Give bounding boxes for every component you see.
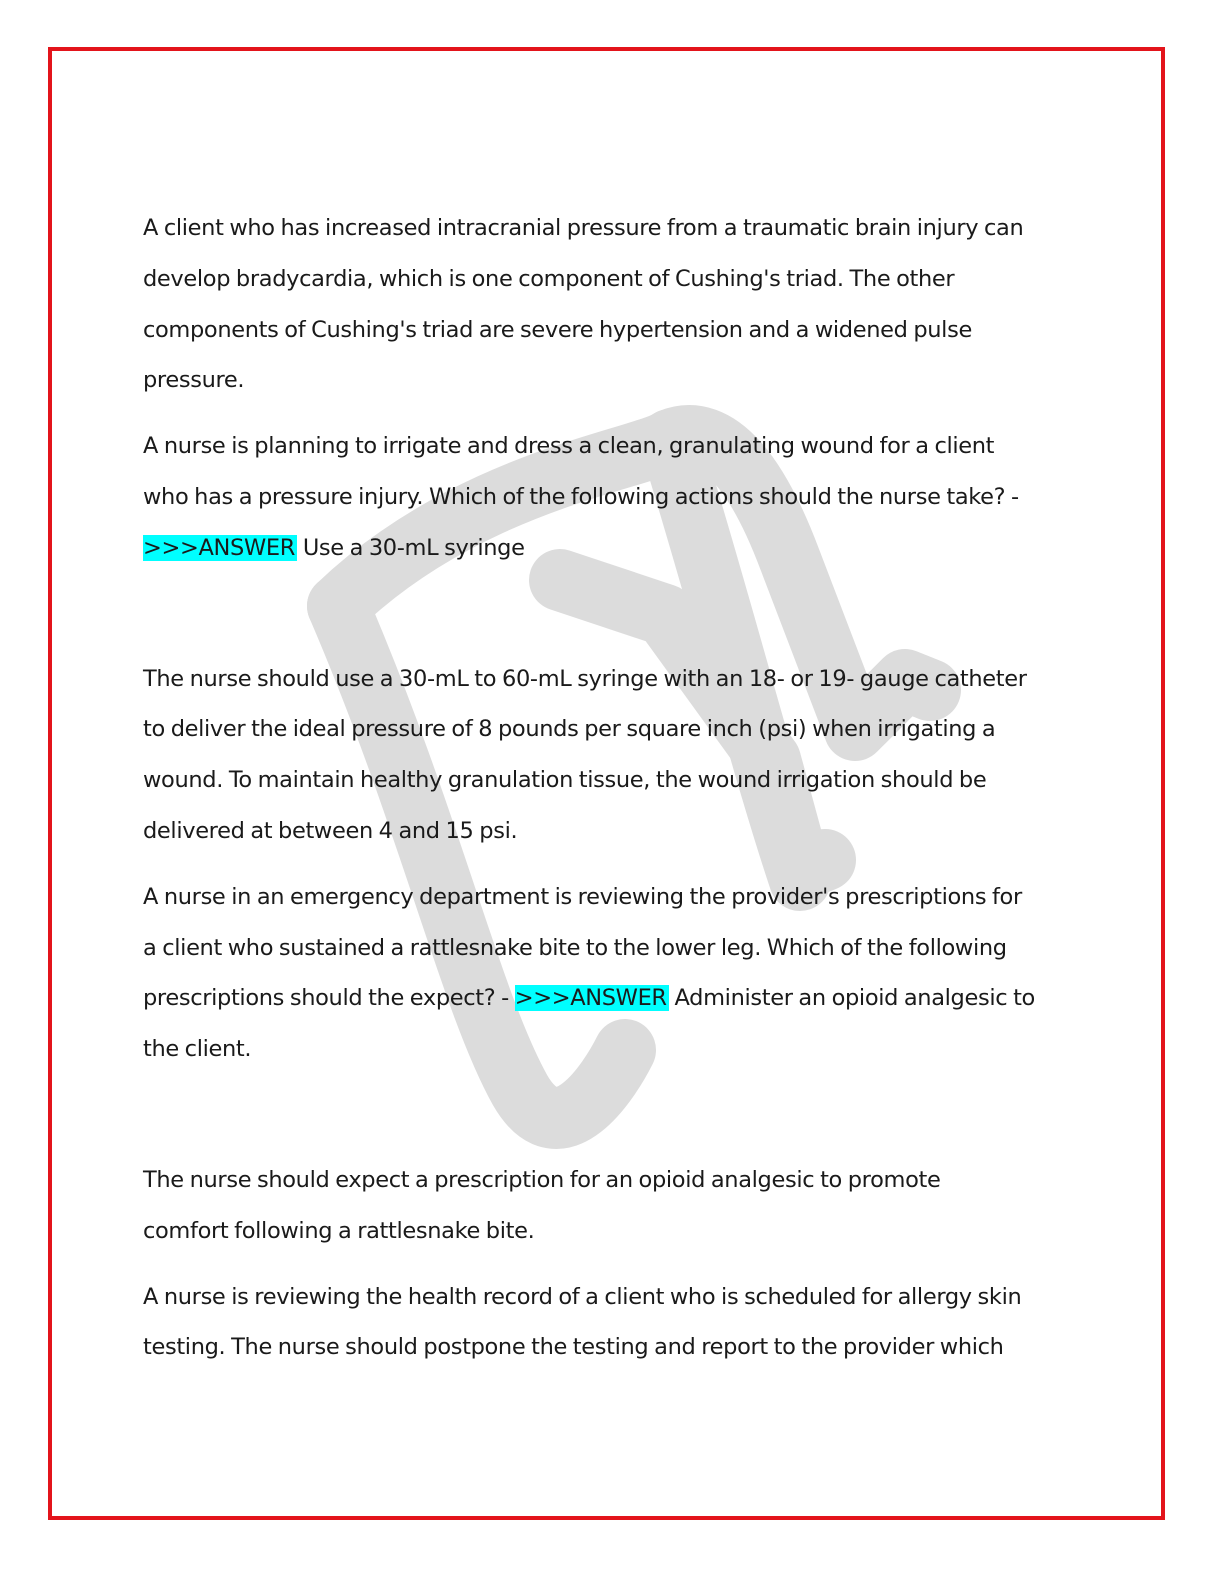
text-line: to deliver the ideal pressure of 8 pounds per square inch (psi) when irrigating a bbox=[143, 716, 996, 743]
text-line: pressure. bbox=[143, 367, 245, 394]
rationale-1 bbox=[143, 654, 1083, 857]
text-line: The nurse should expect a prescription for an opioid analgesic to promote bbox=[143, 1166, 941, 1193]
text-line: delivered at between 4 and 15 psi. bbox=[143, 817, 518, 844]
text-line: A nurse is reviewing the health record of a client who is scheduled for allergy skin bbox=[143, 1283, 1022, 1310]
text-line: testing. The nurse should postpone the testing and report to the provider which bbox=[143, 1334, 1004, 1361]
answer-marker-highlight: >>>ANSWER bbox=[514, 985, 667, 1012]
question-3 bbox=[143, 1272, 1083, 1374]
text-line: The nurse should use a 30-mL to 60-mL syringe with an 18- or 19- gauge catheter bbox=[143, 665, 1027, 692]
question-1 bbox=[143, 421, 1083, 573]
rationale-2 bbox=[143, 1155, 1083, 1257]
text-line: comfort following a rattlesnake bite. bbox=[143, 1217, 535, 1244]
answer-text: Use a 30-mL syringe bbox=[297, 534, 525, 561]
document-body bbox=[143, 203, 1083, 1373]
answer-text: Administer an opioid analgesic to bbox=[668, 985, 1035, 1012]
text-line: components of Cushing's triad are severe hypertension and a widened pulse bbox=[143, 316, 972, 343]
text-line: wound. To maintain healthy granulation tissue, the wound irrigation should be bbox=[143, 767, 987, 794]
text-line: the client. bbox=[143, 1036, 252, 1063]
text-line: who has a pressure injury. Which of the following actions should the nurse take? - bbox=[143, 483, 1019, 510]
text-line: A nurse in an emergency department is reviewing the provider's prescriptions for bbox=[143, 883, 1022, 910]
question-2 bbox=[143, 872, 1083, 1075]
text-line: A client who has increased intracranial pressure from a traumatic brain injury can bbox=[143, 215, 1024, 241]
text-line: develop bradycardia, which is one component of Cushing's triad. The other bbox=[143, 265, 955, 292]
answer-line bbox=[143, 973, 1083, 1024]
text-line: A nurse is planning to irrigate and dress a clean, granulating wound for a client bbox=[143, 433, 995, 460]
answer-prefix: prescriptions should the expect? - bbox=[143, 985, 515, 1012]
paragraph-1 bbox=[143, 203, 1083, 406]
answer-line bbox=[143, 523, 1083, 574]
text-line: a client who sustained a rattlesnake bite to the lower leg. Which of the following bbox=[143, 934, 1007, 961]
answer-marker-highlight: >>>ANSWER bbox=[143, 534, 296, 561]
